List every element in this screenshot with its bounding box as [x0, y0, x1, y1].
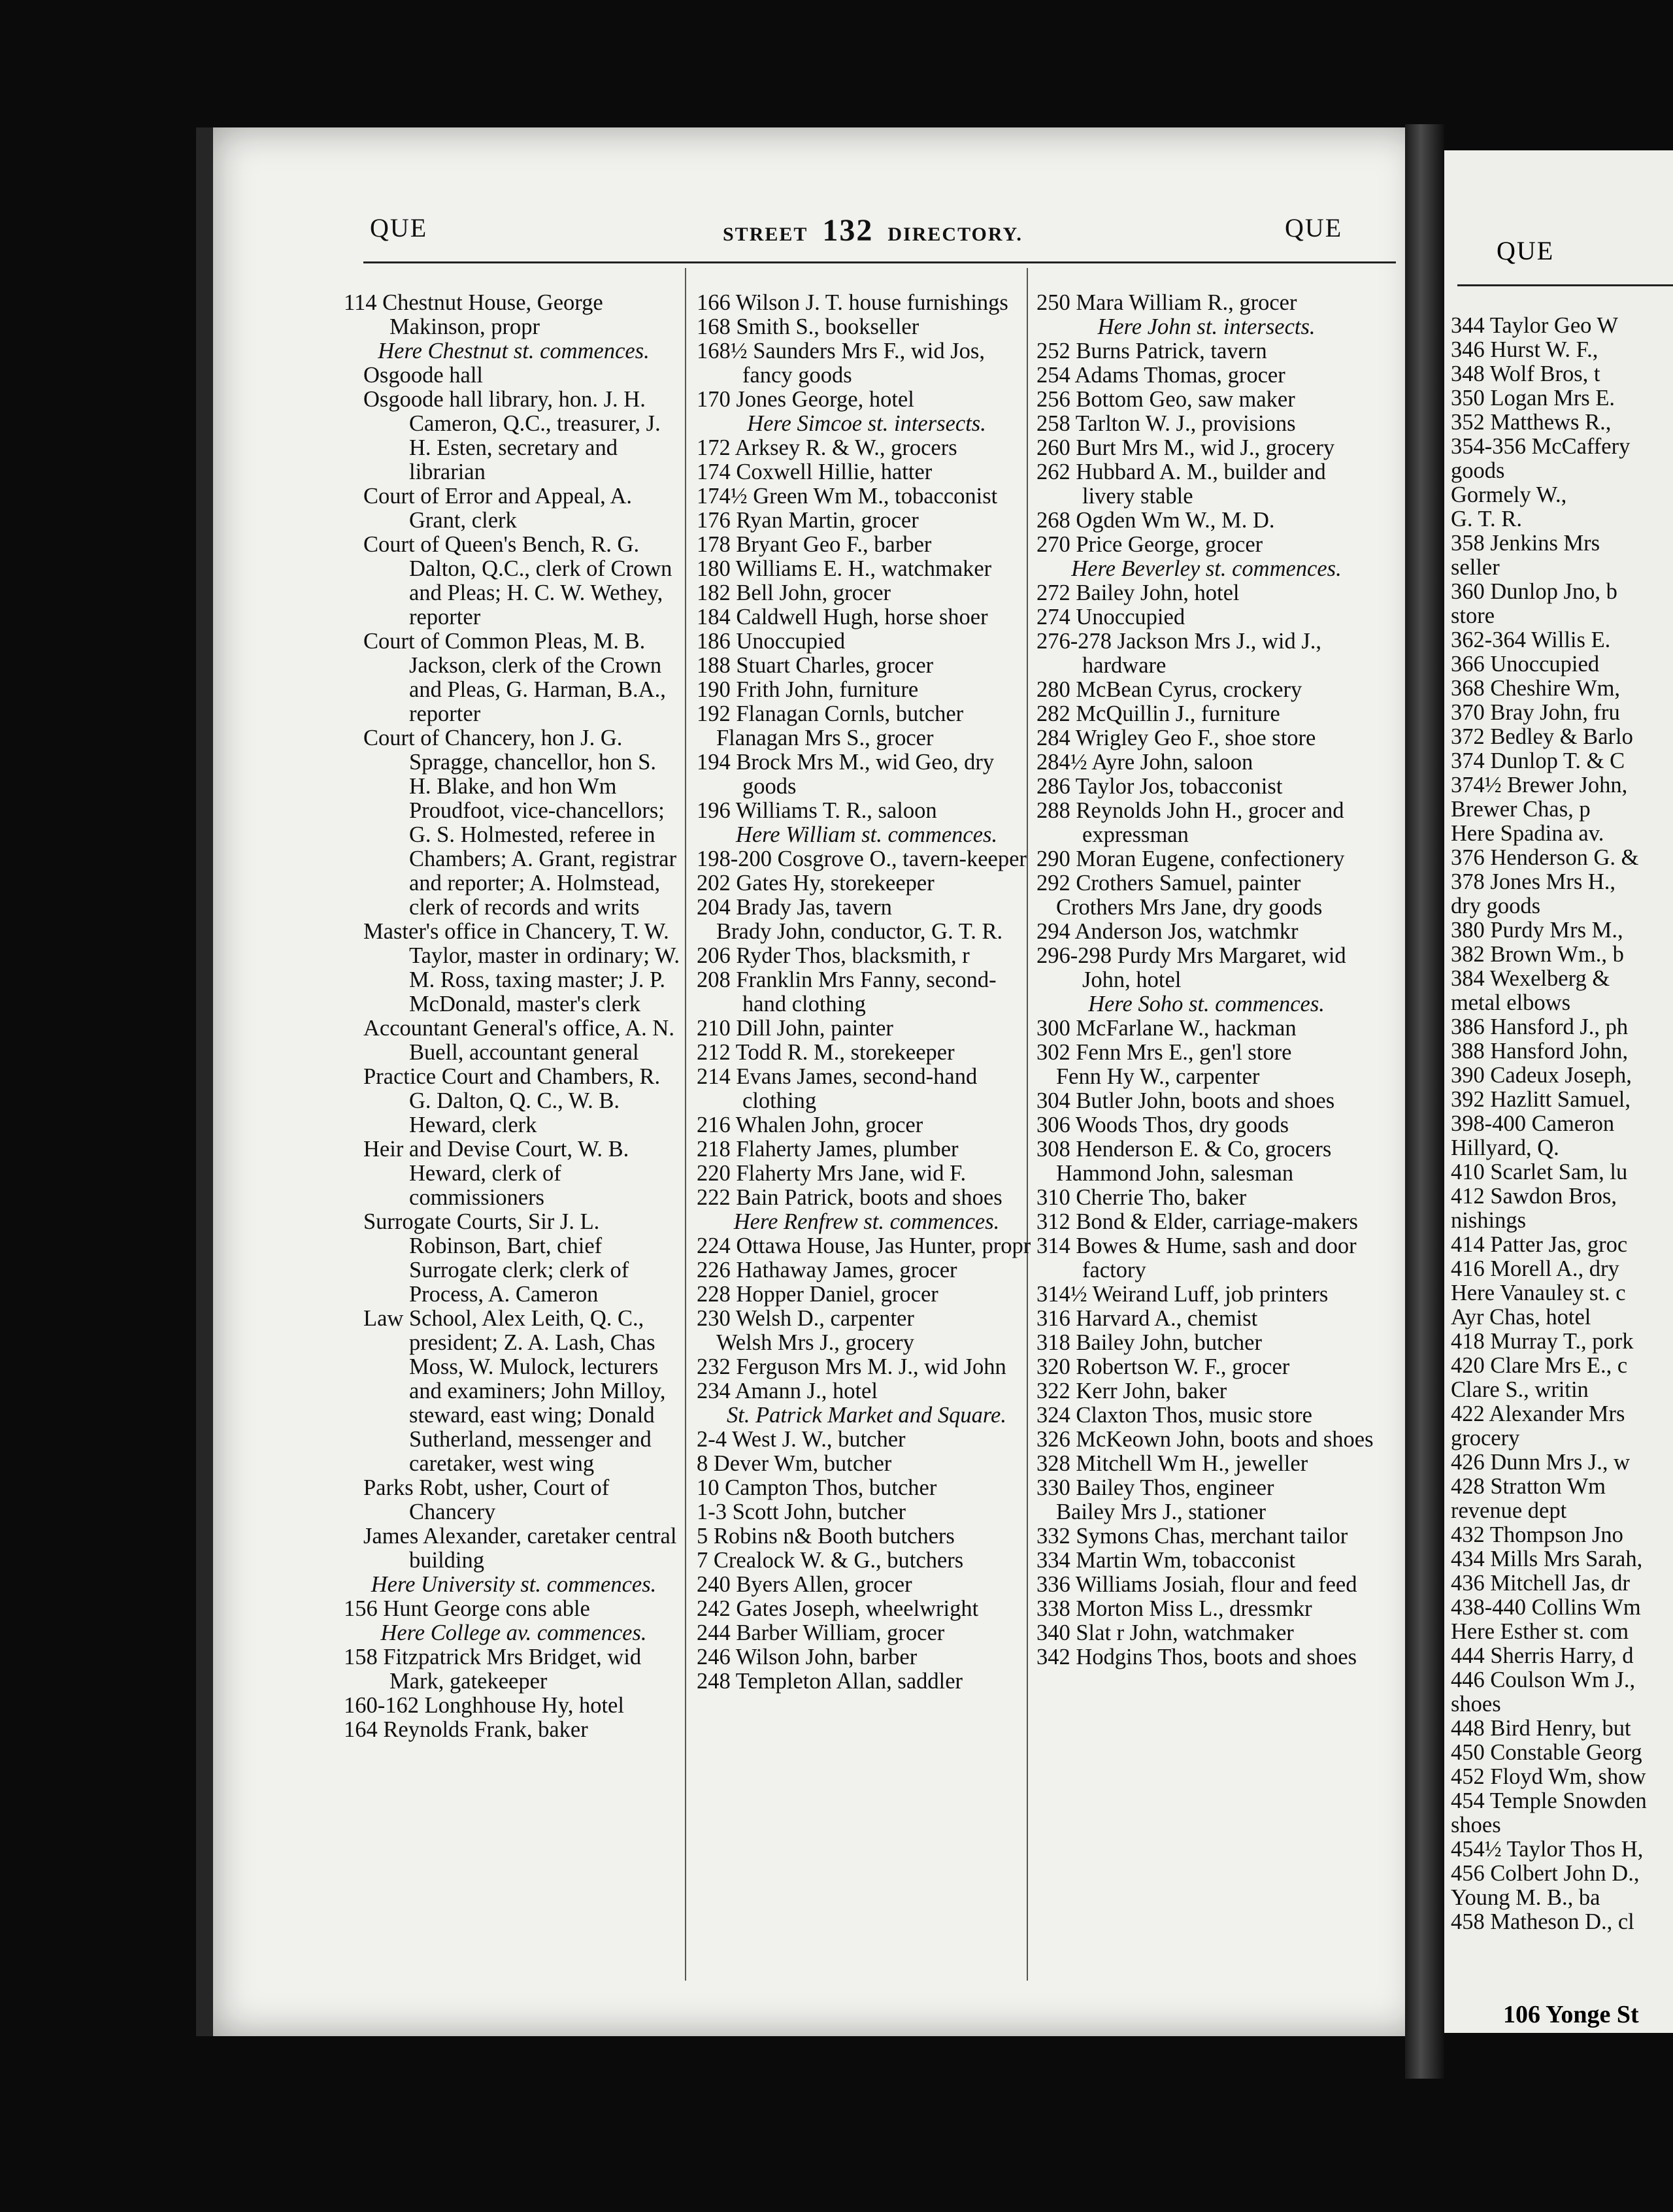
directory-entry: 314½ Weirand Luff, job printers [1036, 1282, 1329, 1307]
directory-entry: Court of Queen's Bench, R. G. Dalton, Q.C., clerk of Crown and Pleas; H. C. W. Wethey, reporter [363, 532, 672, 629]
next-page-line: Here Vanauley st. c [1451, 1281, 1626, 1305]
directory-entry: 328 Mitchell Wm H., jeweller [1036, 1451, 1308, 1476]
directory-entry: 208 Franklin Mrs Fanny, second-hand clothing [697, 967, 997, 1016]
column-divider [685, 268, 686, 1981]
street-crossing-note: Here Beverley st. commences. [1071, 556, 1342, 581]
directory-entry: 172 Arksey R. & W., grocers [697, 435, 957, 460]
street-crossing-note: Here Simcoe st. intersects. [747, 411, 986, 436]
directory-entry: 242 Gates Joseph, wheelwright [697, 1596, 979, 1621]
next-page-line: 384 Wexelberg & [1451, 966, 1610, 991]
directory-entry: 174½ Green Wm M., tobacconist [697, 484, 998, 509]
directory-entry: Practice Court and Chambers, R. G. Dalton, Q. C., W. B. Heward, clerk [363, 1064, 661, 1137]
next-page-line: 432 Thompson Jno [1451, 1522, 1623, 1547]
next-page-line: Here Spadina av. [1451, 821, 1604, 846]
directory-entry: 252 Burns Patrick, tavern [1036, 339, 1267, 363]
street-crossing-note: Here Soho st. commences. [1088, 992, 1325, 1016]
directory-column-2 [697, 291, 1036, 1694]
next-page-line: metal elbows [1451, 990, 1570, 1015]
page-number: 132 [822, 213, 874, 248]
directory-entry: 336 Williams Josiah, flour and feed [1036, 1572, 1357, 1597]
directory-page [196, 127, 1422, 2036]
directory-entry: 270 Price George, grocer [1036, 532, 1263, 557]
next-page-edge [1444, 150, 1673, 2033]
directory-entry: 8 Dever Wm, butcher [697, 1451, 892, 1476]
next-page-line: 428 Stratton Wm [1451, 1474, 1606, 1499]
directory-entry: 218 Flaherty James, plumber [697, 1137, 959, 1162]
directory-entry: 234 Amann J., hotel [697, 1379, 878, 1403]
next-page-line: 374½ Brewer John, [1451, 773, 1628, 797]
directory-column-3 [1036, 291, 1376, 1669]
directory-entry: 214 Evans James, second-hand clothing [697, 1064, 978, 1113]
next-page-line: 368 Cheshire Wm, [1451, 676, 1621, 701]
directory-entry: 320 Robertson W. F., grocer [1036, 1354, 1290, 1379]
next-page-line: 438-440 Collins Wm [1451, 1595, 1641, 1620]
directory-entry: 330 Bailey Thos, engineer [1036, 1475, 1274, 1500]
next-page-line: seller [1451, 555, 1500, 580]
header-rule [363, 261, 1396, 263]
directory-entry: 216 Whalen John, grocer [697, 1113, 923, 1137]
next-page-line: goods [1451, 458, 1505, 483]
street-crossing-note: Here College av. commences. [380, 1620, 647, 1645]
next-page-line: 372 Bedley & Barlo [1451, 724, 1633, 749]
next-page-line: 434 Mills Mrs Sarah, [1451, 1547, 1643, 1571]
next-page-line: 352 Matthews R., [1451, 410, 1612, 435]
directory-entry: 224 Ottawa House, Jas Hunter, propr [697, 1233, 1031, 1258]
next-header-rule [1457, 284, 1673, 286]
directory-entry: 302 Fenn Mrs E., gen'l store [1036, 1040, 1292, 1065]
directory-entry: 158 Fitzpatrick Mrs Bridget, wid Mark, gatekeeper [344, 1645, 642, 1694]
street-crossing-note: Here University st. commences. [371, 1572, 657, 1597]
directory-entry: 180 Williams E. H., watchmaker [697, 556, 992, 581]
directory-entry: Heir and Devise Court, W. B. Heward, clerk of commissioners [363, 1137, 629, 1210]
next-page-line: 366 Unoccupied [1451, 652, 1600, 677]
next-page-line: 398-400 Cameron [1451, 1111, 1615, 1136]
next-page-line: 360 Dunlop Jno, b [1451, 579, 1617, 604]
next-page-line: 388 Hansford John, [1451, 1039, 1629, 1064]
directory-entry: 290 Moran Eugene, confectionery [1036, 846, 1345, 871]
directory-entry: 332 Symons Chas, merchant tailor [1036, 1524, 1348, 1549]
directory-entry: 308 Henderson E. & Co, grocers [1036, 1137, 1332, 1162]
directory-entry: 306 Woods Thos, dry goods [1036, 1113, 1289, 1137]
street-crossing-note: Here William st. commences. [735, 822, 998, 847]
directory-entry: 246 Wilson John, barber [697, 1645, 918, 1669]
directory-entry: 2-4 West J. W., butcher [697, 1427, 906, 1452]
next-page-header: QUE [1497, 236, 1555, 265]
next-page-line: 350 Logan Mrs E. [1451, 386, 1615, 411]
next-page-line: Hillyard, Q. [1451, 1135, 1559, 1160]
next-page-line: 414 Patter Jas, groc [1451, 1232, 1628, 1257]
next-page-line: 382 Brown Wm., b [1451, 942, 1624, 967]
directory-entry: 262 Hubbard A. M., builder and livery stable [1036, 460, 1326, 509]
directory-entry: 250 Mara William R., grocer [1036, 290, 1297, 315]
directory-entry: 202 Gates Hy, storekeeper [697, 871, 935, 896]
directory-entry: 274 Unoccupied [1036, 605, 1185, 629]
next-page-line: 418 Murray T., pork [1451, 1329, 1634, 1354]
directory-entry: Osgoode hall library, hon. J. H. Cameron, Q.C., treasurer, J. H. Esten, secretary and librarian [363, 387, 661, 484]
directory-entry: 288 Reynolds John H., grocer and expressman [1036, 798, 1344, 847]
directory-entry: 240 Byers Allen, grocer [697, 1572, 912, 1597]
directory-entry: 222 Bain Patrick, boots and shoes [697, 1185, 1002, 1210]
directory-entry: 254 Adams Thomas, grocer [1036, 363, 1285, 388]
book-gutter [1405, 124, 1444, 2079]
next-page-line: 416 Morell A., dry [1451, 1256, 1619, 1281]
next-page-line: Here Esther st. com [1451, 1619, 1629, 1644]
directory-entry: 164 Reynolds Frank, baker [344, 1717, 588, 1742]
directory-entry: 192 Flanagan Cornls, butcher [697, 701, 964, 726]
next-page-line: shoes [1451, 1692, 1501, 1717]
next-page-line: 378 Jones Mrs H., [1451, 869, 1616, 894]
directory-entry: Court of Common Pleas, M. B. Jackson, clerk of the Crown and Pleas, G. Harman, B.A., reporter [363, 629, 666, 726]
next-page-line: 346 Hurst W. F., [1451, 337, 1598, 362]
next-page-line: Young M. B., ba [1451, 1885, 1600, 1910]
directory-entry: 178 Bryant Geo F., barber [697, 532, 932, 557]
page-header [213, 212, 1422, 258]
directory-entry: 226 Hathaway James, grocer [697, 1258, 957, 1282]
directory-entry: 174 Coxwell Hillie, hatter [697, 460, 933, 484]
directory-entry: 244 Barber William, grocer [697, 1620, 945, 1645]
next-page-line: 420 Clare Mrs E., c [1451, 1353, 1628, 1378]
header-street: STREET [723, 224, 808, 245]
directory-entry: 7 Crealock W. & G., butchers [697, 1548, 964, 1573]
next-page-line: 448 Bird Henry, but [1451, 1716, 1631, 1741]
next-page-line: 376 Henderson G. & [1451, 845, 1639, 870]
next-page-line: 370 Bray John, fru [1451, 700, 1620, 725]
directory-entry: 170 Jones George, hotel [697, 387, 914, 412]
directory-entry: Court of Error and Appeal, A. Grant, clerk [363, 484, 633, 533]
next-page-line: 380 Purdy Mrs M., [1451, 918, 1623, 943]
directory-entry: 188 Stuart Charles, grocer [697, 653, 934, 678]
next-page-line: 390 Cadeux Joseph, [1451, 1063, 1632, 1088]
next-page-line: 454 Temple Snowden [1451, 1788, 1647, 1813]
directory-entry: 300 McFarlane W., hackman [1036, 1016, 1297, 1041]
directory-entry: 334 Martin Wm, tobacconist [1036, 1548, 1296, 1573]
directory-entry: 160-162 Longhhouse Hy, hotel [344, 1693, 624, 1718]
next-page-line: 362-364 Willis E. [1451, 628, 1611, 652]
directory-entry: 324 Claxton Thos, music store [1036, 1403, 1312, 1428]
directory-entry: Court of Chancery, hon J. G. Spragge, chancellor, hon S. H. Blake, and hon Wm Proudfoot, vice-chancellors; G. S. Holmested, referee in Chambers; A. Grant, registrar and reporter; A. Holmstead, clerk of records and writs [363, 726, 677, 920]
directory-entry: 212 Todd R. M., storekeeper [697, 1040, 955, 1065]
street-crossing-note: Here John st. intersects. [1097, 314, 1316, 339]
header-title [723, 212, 1023, 248]
directory-entry: 194 Brock Mrs M., wid Geo, dry goods [697, 750, 995, 799]
directory-entry: 310 Cherrie Tho, baker [1036, 1185, 1247, 1210]
next-page-line: 358 Jenkins Mrs [1451, 531, 1600, 556]
directory-entry: 190 Frith John, furniture [697, 677, 919, 702]
directory-entry: Welsh Mrs J., grocery [716, 1330, 914, 1355]
directory-entry: 318 Bailey John, butcher [1036, 1330, 1262, 1355]
directory-entry: 228 Hopper Daniel, grocer [697, 1282, 938, 1307]
directory-entry: Crothers Mrs Jane, dry goods [1056, 895, 1323, 920]
next-page-line: dry goods [1451, 894, 1541, 918]
directory-entry: 276-278 Jackson Mrs J., wid J., hardware [1036, 629, 1322, 678]
next-page-line: nishings [1451, 1208, 1527, 1233]
directory-entry: 5 Robins n& Booth butchers [697, 1524, 955, 1549]
directory-entry: 294 Anderson Jos, watchmkr [1036, 919, 1299, 944]
directory-entry: 166 Wilson J. T. house furnishings [697, 290, 1008, 315]
directory-entry: Osgoode hall [363, 363, 484, 388]
directory-entry: 176 Ryan Martin, grocer [697, 508, 919, 533]
next-page-line: 410 Scarlet Sam, lu [1451, 1160, 1628, 1184]
next-page-line: 348 Wolf Bros, t [1451, 361, 1600, 386]
next-page-line: shoes [1451, 1813, 1501, 1837]
directory-entry: 196 Williams T. R., saloon [697, 798, 937, 823]
directory-entry: 282 McQuillin J., furniture [1036, 701, 1280, 726]
directory-entry: Brady John, conductor, G. T. R. [716, 919, 1003, 944]
header-right-que: QUE [1285, 213, 1343, 243]
directory-entry: 232 Ferguson Mrs M. J., wid John [697, 1354, 1006, 1379]
directory-column-1 [344, 291, 684, 1742]
directory-entry: 280 McBean Cyrus, crockery [1036, 677, 1302, 702]
directory-entry: 340 Slat r John, watchmaker [1036, 1620, 1294, 1645]
header-left-que: QUE [370, 213, 428, 243]
directory-entry: 272 Bailey John, hotel [1036, 580, 1240, 605]
next-page-line: 354-356 McCaffery [1451, 434, 1631, 459]
directory-entry: Hammond John, salesman [1056, 1161, 1294, 1186]
next-page-line: 446 Coulson Wm J., [1451, 1667, 1636, 1692]
directory-entry: 114 Chestnut House, George Makinson, propr [344, 290, 603, 339]
directory-entry: 156 Hunt George cons able [344, 1596, 590, 1621]
next-page-line: Ayr Chas, hotel [1451, 1305, 1591, 1330]
directory-entry: 316 Harvard A., chemist [1036, 1306, 1258, 1331]
directory-entry: 258 Tarlton W. J., provisions [1036, 411, 1296, 436]
next-page-line: 450 Constable Georg [1451, 1740, 1642, 1765]
directory-entry: 260 Burt Mrs M., wid J., grocery [1036, 435, 1335, 460]
next-page-line: 386 Hansford J., ph [1451, 1014, 1629, 1039]
directory-entry: 186 Unoccupied [697, 629, 846, 654]
next-page-line: Brewer Chas, p [1451, 797, 1591, 822]
directory-entry: 10 Campton Thos, butcher [697, 1475, 937, 1500]
directory-entry: 248 Templeton Allan, saddler [697, 1669, 963, 1694]
directory-entry: Surrogate Courts, Sir J. L. Robinson, Bart, chief Surrogate clerk; clerk of Process, A. Cameron [363, 1209, 629, 1307]
next-page-line: 456 Colbert John D., [1451, 1861, 1640, 1886]
next-page-line: 458 Matheson D., cl [1451, 1909, 1634, 1934]
next-page-line: store [1451, 603, 1495, 628]
directory-entry: 268 Ogden Wm W., M. D. [1036, 508, 1275, 533]
next-page-line: 452 Floyd Wm, show [1451, 1764, 1646, 1789]
next-page-column [1451, 314, 1647, 1934]
next-page-line: 426 Dunn Mrs J., w [1451, 1450, 1631, 1475]
next-page-line: Clare S., writin [1451, 1377, 1589, 1402]
directory-entry: 312 Bond & Elder, carriage-makers [1036, 1209, 1358, 1234]
directory-entry: 198-200 Cosgrove O., tavern-keeper [697, 846, 1027, 871]
next-page-line: G. T. R. [1451, 507, 1522, 531]
next-page-line: 422 Alexander Mrs [1451, 1401, 1625, 1426]
directory-entry: 230 Welsh D., carpenter [697, 1306, 914, 1331]
next-page-line: 392 Hazlitt Samuel, [1451, 1087, 1631, 1112]
next-page-line: 436 Mitchell Jas, dr [1451, 1571, 1631, 1596]
directory-entry: 304 Butler John, boots and shoes [1036, 1088, 1335, 1113]
next-page-line: 412 Sawdon Bros, [1451, 1184, 1617, 1209]
directory-entry: Bailey Mrs J., stationer [1056, 1500, 1266, 1524]
directory-entry: Fenn Hy W., carpenter [1056, 1064, 1260, 1089]
directory-entry: 284 Wrigley Geo F., shoe store [1036, 726, 1316, 750]
directory-entry: 210 Dill John, painter [697, 1016, 893, 1041]
directory-entry: 292 Crothers Samuel, painter [1036, 871, 1301, 896]
directory-entry: 338 Morton Miss L., dressmkr [1036, 1596, 1312, 1621]
directory-entry: 168½ Saunders Mrs F., wid Jos, fancy goods [697, 339, 985, 388]
directory-entry: 256 Bottom Geo, saw maker [1036, 387, 1295, 412]
directory-entry: 286 Taylor Jos, tobacconist [1036, 774, 1283, 799]
directory-entry: Law School, Alex Leith, Q. C., president; Z. A. Lash, Chas Moss, W. Mulock, lecturers and examiners; John Milloy, steward, east wing; Donald Sutherland, messenger and caretaker, west wing [363, 1306, 666, 1476]
directory-entry: 204 Brady Jas, tavern [697, 895, 892, 920]
directory-entry: 342 Hodgins Thos, boots and shoes [1036, 1645, 1357, 1669]
directory-entry: Accountant General's office, A. N. Buell, accountant general [363, 1016, 674, 1065]
directory-entry: 220 Flaherty Mrs Jane, wid F. [697, 1161, 967, 1186]
directory-entry: 184 Caldwell Hugh, horse shoer [697, 605, 988, 629]
directory-entry: 296-298 Purdy Mrs Margaret, wid John, hotel [1036, 943, 1346, 992]
directory-entry: Parks Robt, usher, Court of Chancery [363, 1475, 610, 1524]
header-directory: DIRECTORY. [887, 224, 1023, 245]
next-page-line: 344 Taylor Geo W [1451, 313, 1618, 338]
street-crossing-note: Here Chestnut st. commences. [378, 339, 650, 363]
directory-entry: Master's office in Chancery, T. W. Taylor, master in ordinary; W. M. Ross, taxing master; J. P. McDonald, master's clerk [363, 919, 680, 1016]
directory-entry: 314 Bowes & Hume, sash and door factory [1036, 1233, 1357, 1282]
directory-entry: 326 McKeown John, boots and shoes [1036, 1427, 1374, 1452]
directory-entry: Flanagan Mrs S., grocer [716, 726, 934, 750]
next-page-line: revenue dept [1451, 1498, 1567, 1523]
directory-entry: 182 Bell John, grocer [697, 580, 891, 605]
next-page-footer: 106 Yonge St [1503, 2001, 1639, 2028]
street-crossing-note: Here Renfrew st. commences. [733, 1209, 1000, 1234]
next-page-line: 444 Sherris Harry, d [1451, 1643, 1634, 1668]
directory-entry: 206 Ryder Thos, blacksmith, r [697, 943, 970, 968]
directory-entry: 284½ Ayre John, saloon [1036, 750, 1253, 775]
directory-entry: 168 Smith S., bookseller [697, 314, 919, 339]
directory-entry: 1-3 Scott John, butcher [697, 1500, 906, 1524]
directory-entry: James Alexander, caretaker central building [363, 1524, 677, 1573]
next-page-line: 454½ Taylor Thos H, [1451, 1837, 1644, 1862]
next-page-line: Gormely W., [1451, 482, 1567, 507]
next-page-line: grocery [1451, 1426, 1520, 1450]
directory-entry: 322 Kerr John, baker [1036, 1379, 1227, 1403]
street-crossing-note: St. Patrick Market and Square. [727, 1403, 1006, 1428]
next-page-line: 374 Dunlop T. & C [1451, 748, 1625, 773]
